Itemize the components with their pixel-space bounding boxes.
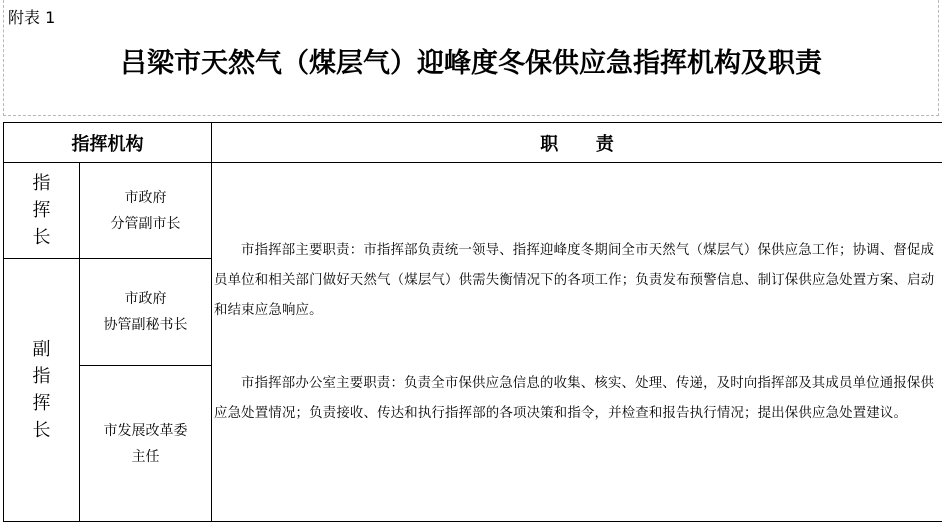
org-line: 市政府 (124, 291, 167, 307)
commander-org (79, 162, 212, 259)
header-org: 指挥机构 (3, 122, 212, 163)
deputy-char: 副 (32, 339, 51, 360)
org-line: 市发展改革委 (103, 422, 188, 439)
duty-cell (211, 162, 942, 522)
document-title: 吕梁市天然气（煤层气）迎峰度冬保供应急指挥机构及职责 (120, 48, 822, 79)
org-line: 分管副市长 (110, 215, 181, 232)
commander-char: 长 (32, 227, 51, 248)
deputy-org-2 (79, 365, 212, 522)
office-duty-text: 市指挥部办公室主要职责：负责全市保供应急信息的收集、核实、处理、传递，及时向指挥部及其成员单位通报保供应急处置情况；负责接收、传达和执行指挥部的各项决策和指令，并检查和报告执行情况；提出保供应急处置建议。 (214, 376, 935, 421)
deputy-char: 挥 (32, 393, 51, 414)
commander-char: 指 (32, 173, 51, 194)
deputy-label (3, 258, 80, 522)
org-line: 主任 (131, 448, 160, 465)
deputy-org-1 (79, 258, 212, 366)
annex-label: 附表 1 (8, 8, 56, 27)
org-line: 市政府 (124, 189, 167, 206)
deputy-char: 长 (32, 420, 51, 441)
header-duty: 职 责 (211, 122, 942, 163)
deputy-char: 指 (32, 366, 51, 387)
commander-char: 挥 (32, 200, 51, 221)
org-line: 协管副秘书长 (103, 317, 188, 333)
commander-label (3, 162, 80, 259)
command-duty-text: 市指挥部主要职责：市指挥部负责统一领导、指挥迎峰度冬期间全市天然气（煤层气）保供应急工作；协调、督促成员单位和相关部门做好天然气（煤层气）供需失衡情况下的各项工作；负责发布预警信息、制订保供应急处置方案、启动和结束应急响应。 (214, 243, 935, 318)
